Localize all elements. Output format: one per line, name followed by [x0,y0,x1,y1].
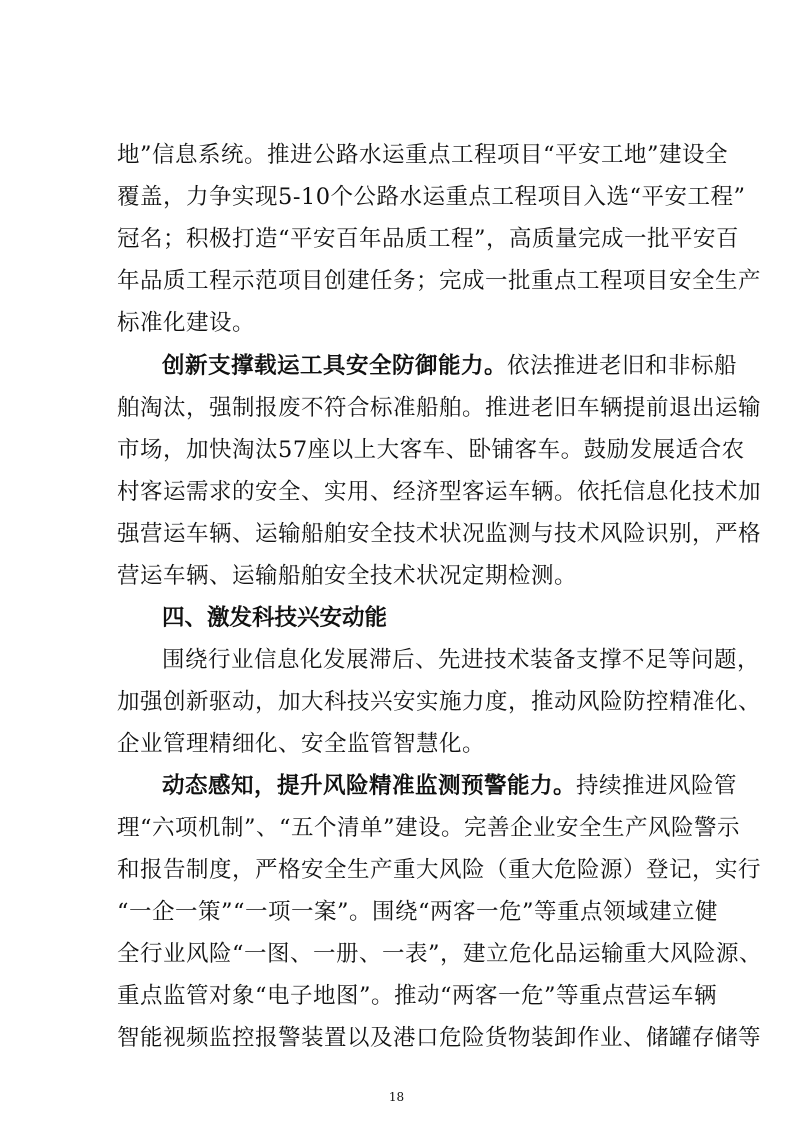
paragraph-2-first-line-rest: 依法推进老旧和非标船 [507,353,738,379]
paragraph-4-line-7: 智能视频监控报警装置以及港口危险货物装卸作业、储罐存储等 [117,1025,762,1051]
paragraph-4-lead: 动态感知，提升风险精准监测预警能力。 [162,773,577,799]
paragraph-2-line-3: 市场，加快淘汰57座以上大客车、卧铺客车。鼓励发展适合农 [117,437,745,463]
section-heading: 四、激发科技兴安动能 [162,605,388,631]
paragraph-3-line-2: 加强创新驱动，加大科技兴安实施力度，推动风险防控精准化、 [117,689,762,715]
paragraph-2-line-6: 营运车辆、运输船舶安全技术状况定期检测。 [117,563,578,589]
paragraph-4-line-2: 理“六项机制”、“五个清单”建设。完善企业安全生产风险警示 [117,815,741,841]
paragraph-1-line-3: 冠名；积极打造“平安百年品质工程”，高质量完成一批平安百 [117,226,740,252]
paragraph-2-lead: 创新支撑载运工具安全防御能力。 [162,353,508,379]
paragraph-4-line-6: 重点监管对象“电子地图”。推动“两客一危”等重点营运车辆 [117,983,718,1009]
paragraph-4-line-3: 和报告制度，严格安全生产重大风险（重大危险源）登记，实行 [117,857,762,883]
paragraph-1-line-4: 年品质工程示范项目创建任务；完成一批重点工程项目安全生产 [117,268,762,294]
paragraph-2-line-5: 强营运车辆、运输船舶安全技术状况监测与技术风险识别，严格 [117,521,762,547]
paragraph-2-line-2: 舶淘汰，强制报废不符合标准船舶。推进老旧车辆提前退出运输 [117,395,762,421]
paragraph-4-first-line-rest: 持续推进风险管 [576,773,738,799]
paragraph-4-line-1 [162,771,738,801]
paragraph-3-line-3: 企业管理精细化、安全监管智慧化。 [117,731,486,757]
paragraph-4-line-4: “一企一策”“一项一案”。围绕“两客一危”等重点领域建立健 [117,899,719,925]
paragraph-1-line-5: 标准化建设。 [117,310,256,336]
paragraph-4-line-5: 全行业风险“一图、一册、一表”，建立危化品运输重大风险源、 [117,941,763,967]
page-number: 18 [388,1090,405,1104]
paragraph-2-line-4: 村客运需求的安全、实用、经济型客运车辆。依托信息化技术加 [117,479,762,505]
paragraph-1-line-1: 地”信息系统。推进公路水运重点工程项目“平安工地”建设全 [117,142,729,168]
paragraph-2-line-1 [162,351,738,381]
paragraph-1-line-2: 覆盖，力争实现5-10个公路水运重点工程项目入选“平安工程” [117,184,746,210]
paragraph-3-line-1: 围绕行业信息化发展滞后、先进技术装备支撑不足等问题， [162,647,761,673]
